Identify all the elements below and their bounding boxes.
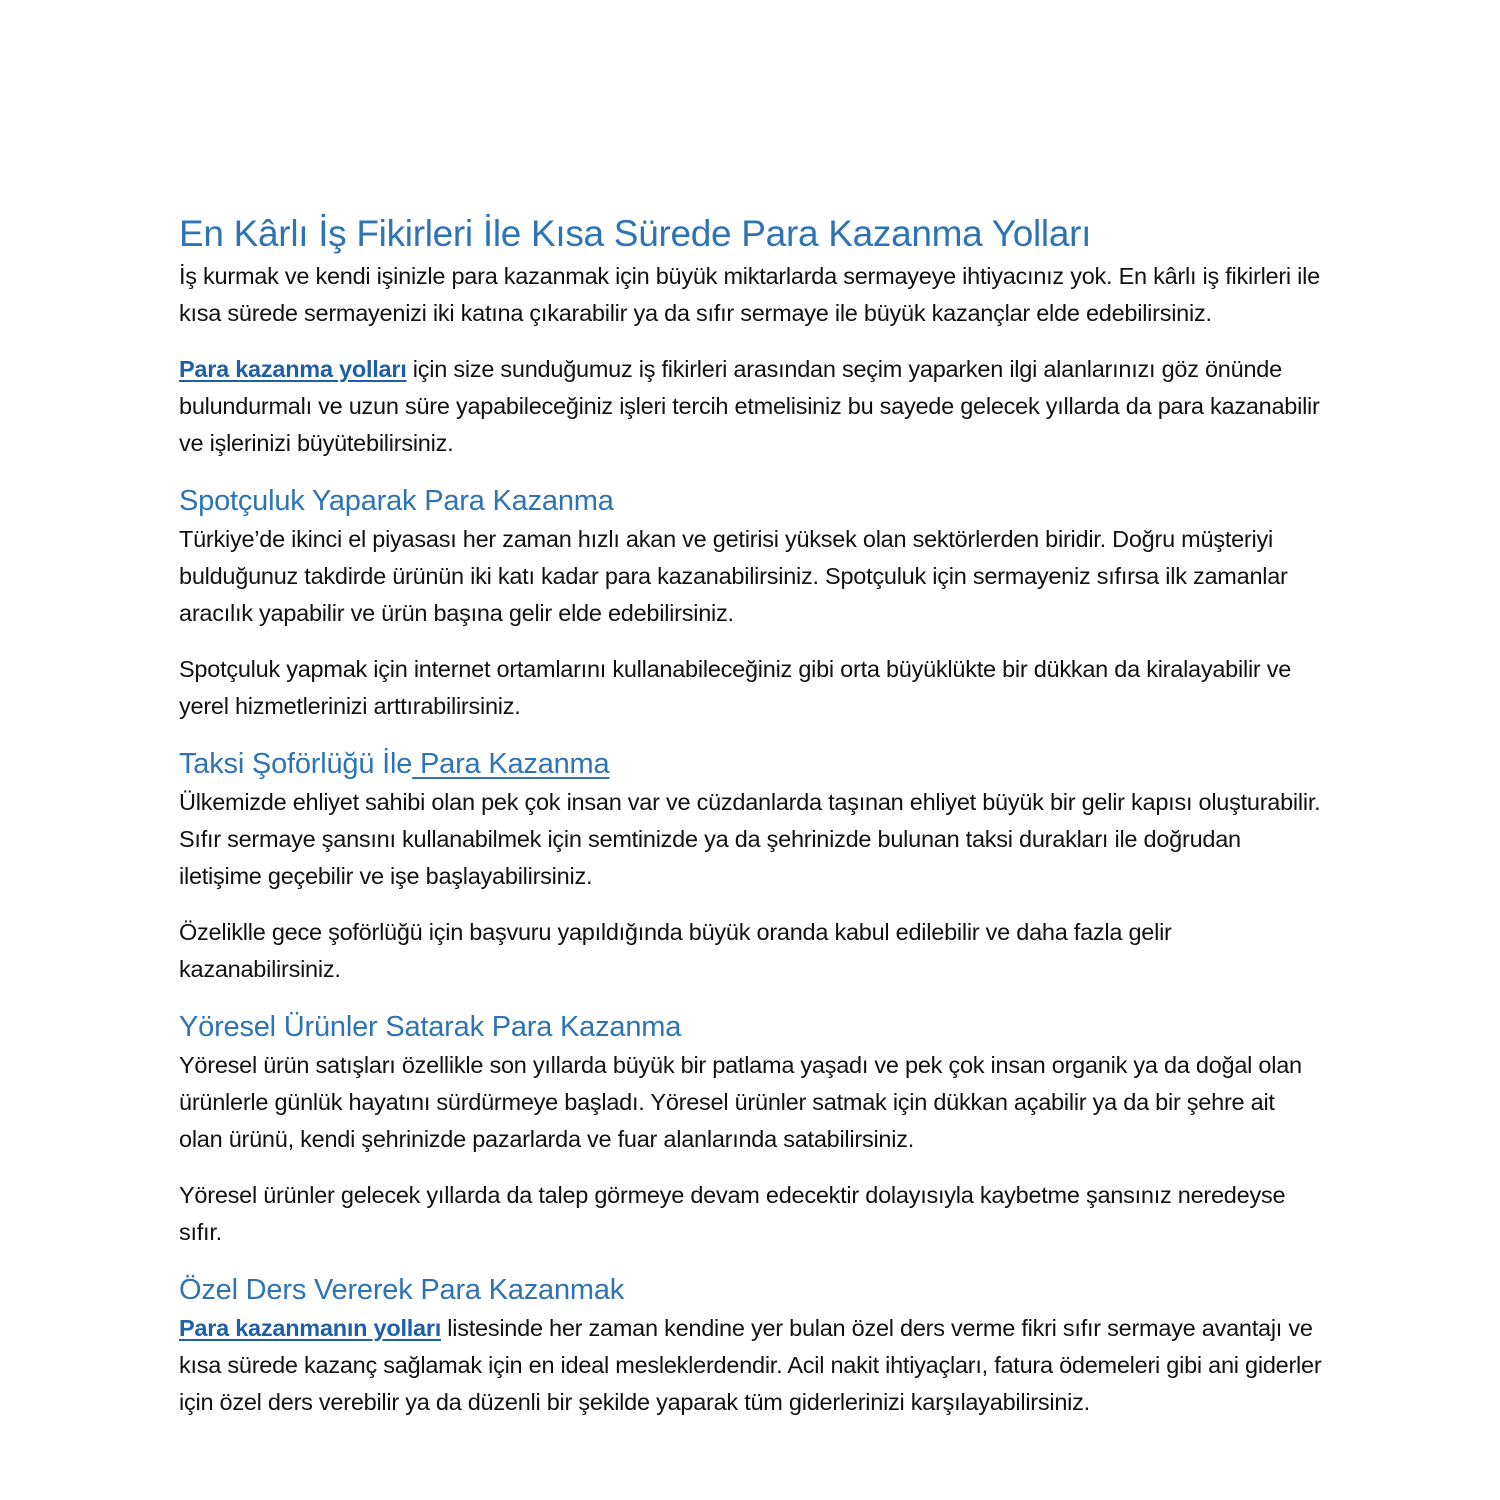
section-taksi-paragraph-2: Özeliklle gece şoförlüğü için başvuru yapıldığında büyük oranda kabul edilebilir ve daha fazla gelir kazanabilirsiniz. [179,919,1172,982]
section-spotculuk-paragraph-1: Türkiye’de ikinci el piyasası her zaman hızlı akan ve getirisi yüksek olan sektörlerden biridir. Doğru müşteriyi bulduğunuz takdirde ürünün iki katı kadar para kazanabilirsiniz. Spotçuluk için sermayeniz sıfırsa ilk zamanlar aracılık yapabilir ve ürün başına gelir elde edebilirsiniz. [179,526,1288,626]
section-spotculuk-paragraph-2: Spotçuluk yapmak için internet ortamlarını kullanabileceğiniz gibi orta büyüklükte bir dükkan da kiralayabilir ve yerel hizmetlerinizi arttırabilirsiniz. [179,656,1292,719]
section-taksi-paragraph-1: Ülkemizde ehliyet sahibi olan pek çok insan var ve cüzdanlarda taşınan ehliyet büyük bir gelir kapısı oluşturabilir. Sıfır sermaye şansını kullanabilmek için semtinizde ya da şehrinizde bulunan taksi durakları ile doğrudan iletişime geçebilir ve işe başlayabilirsiniz. [179,789,1321,889]
section-heading-taksi-text: Taksi Şoförlüğü İle [179,748,413,780]
section-yoresel-paragraph-2: Yöresel ürünler gelecek yıllarda da talep görmeye devam edecektir dolayısıyla kaybetme şansınız neredeyse sıfır. [179,1182,1286,1245]
document-page [179,210,1324,1440]
section-heading-taksi [179,744,1324,784]
section-ozel-ders-paragraph-1-text: listesinde her zaman kendine yer bulan özel ders verme fikri sıfır sermaye avantajı ve kısa sürede kazanç sağlamak için en ideal mesleklerdendir. Acil nakit ihtiyaçları, fatura ödemeleri gibi ani giderler için özel ders verebilir ya da düzenli bir şekilde yaparak tüm giderlerinizi karşılayabilirsiniz. [179,1315,1322,1415]
section-heading-yoresel: Yöresel Ürünler Satarak Para Kazanma [179,1011,682,1043]
intro-paragraph-2 [179,351,1324,462]
para-kazanmanin-yollari-link[interactable]: Para kazanmanın yolları [179,1315,442,1341]
para-kazanma-yollari-link[interactable]: Para kazanma yolları [179,356,407,382]
intro-paragraph-2-text: için size sunduğumuz iş fikirleri arasından seçim yaparken ilgi alanlarınızı göz önünde bulundurmalı ve uzun süre yapabileceğiniz işleri tercih etmelisiniz bu sayede gelecek yıllarda da para kazanabilir ve işlerinizi büyütebilirsiniz. [179,356,1320,456]
section-heading-spotculuk: Spotçuluk Yaparak Para Kazanma [179,485,614,517]
section-heading-taksi-link[interactable]: Para Kazanma [412,748,610,780]
section-yoresel-paragraph-1: Yöresel ürün satışları özellikle son yıllarda büyük bir patlama yaşadı ve pek çok insan organik ya da doğal olan ürünlerle günlük hayatını sürdürmeye başladı. Yöresel ürünler satmak için dükkan açabilir ya da bir şehre ait olan ürünü, kendi şehrinizde pazarlarda ve fuar alanlarında satabilirsiniz. [179,1052,1302,1152]
intro-paragraph-1: İş kurmak ve kendi işinizle para kazanmak için büyük miktarlarda sermayeye ihtiyacınız yok. En kârlı iş fikirleri ile kısa sürede sermayenizi iki katına çıkarabilir ya da sıfır sermaye ile büyük kazançlar elde edebilirsiniz. [179,263,1320,326]
section-ozel-ders-paragraph-1 [179,1310,1324,1421]
section-heading-ozel-ders: Özel Ders Vererek Para Kazanmak [179,1274,625,1306]
page-title: En Kârlı İş Fikirleri İle Kısa Sürede Para Kazanma Yolları [179,213,1092,254]
